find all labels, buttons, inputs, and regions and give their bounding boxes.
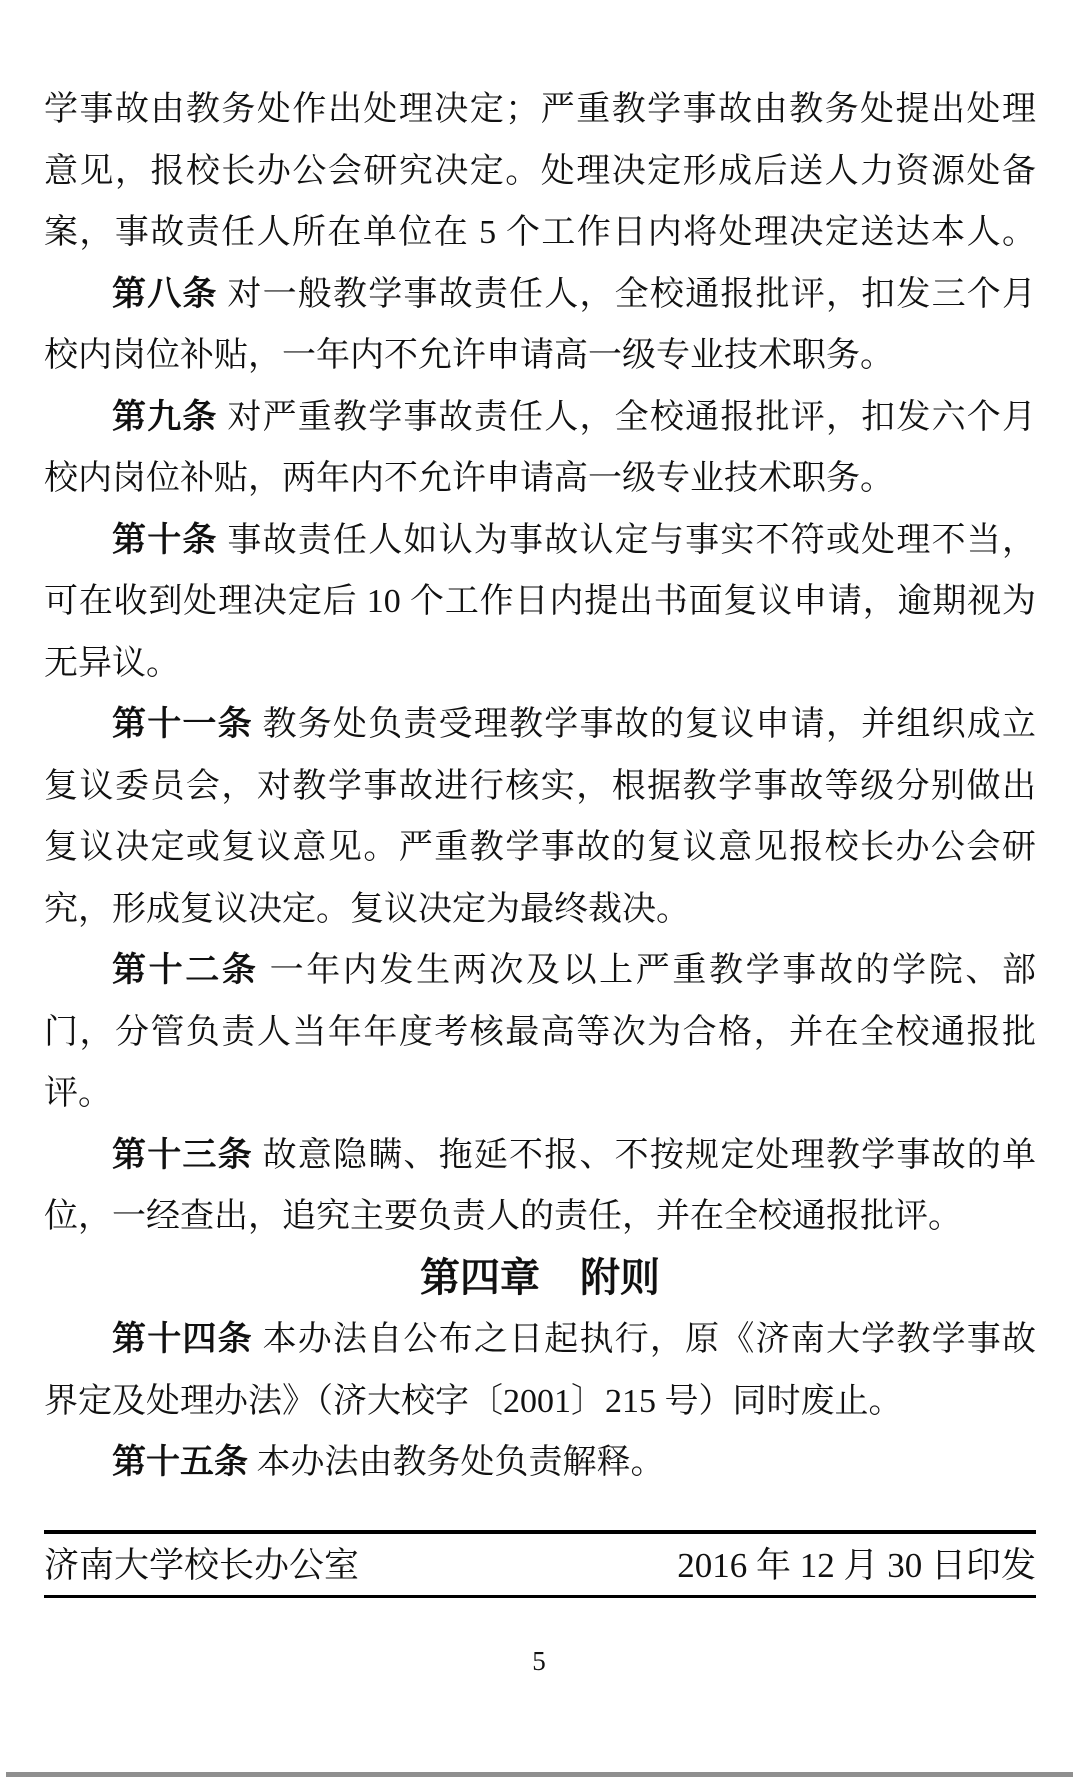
article-number: 第十三条 [112, 1136, 253, 1174]
text-line: 第九条 对严重教学事故责任人，全校通报批评，扣发六个月 [112, 398, 1037, 436]
text-line: 界定及处理办法》（济大校字〔2001〕215 号）同时废止。 [44, 1382, 903, 1420]
window-edge-bar [6, 1772, 1073, 1777]
footer-print-date: 2016 年 12 月 30 日印发 [677, 1546, 1036, 1585]
text-line: 学事故由教务处作出处理决定；严重教学事故由教务处提出处理 [44, 91, 1036, 128]
text-line: 案，事故责任人所在单位在 5 个工作日内将处理决定送达本人。 [44, 214, 1036, 251]
chapter-heading: 第四章 附则 [420, 1255, 660, 1300]
footer-divider-top [44, 1530, 1036, 1534]
footer-divider-bottom [44, 1595, 1036, 1598]
text-line: 意见，报校长办公会研究决定。处理决定形成后送人力资源处备 [44, 152, 1036, 190]
document-body [44, 79, 1036, 1494]
article-number: 第八条 [112, 275, 218, 313]
footer-issuer: 济南大学校长办公室 [44, 1546, 360, 1585]
text-line: 门，分管负责人当年年度考核最高等次为合格，并在全校通报批 [44, 1013, 1036, 1051]
text-line: 复议决定或复议意见。严重教学事故的复议意见报校长办公会研 [44, 829, 1036, 866]
text-line: 第八条 对一般教学事故责任人，全校通报批评，扣发三个月 [112, 275, 1037, 313]
article-number: 第十五条 [112, 1444, 248, 1481]
text-line: 第十条 事故责任人如认为事故认定与事实不符或处理不当， [112, 521, 1037, 559]
text-line: 第十四条 本办法自公布之日起执行，原《济南大学教学事故 [112, 1321, 1037, 1358]
article-number: 第十条 [112, 521, 218, 559]
page-number: 5 [532, 1646, 546, 1676]
article-number: 第十二条 [112, 952, 259, 989]
text-line: 第十三条 故意隐瞒、拖延不报、不按规定处理教学事故的单 [112, 1136, 1037, 1174]
text-line: 无异议。 [44, 644, 180, 682]
article-number: 第十四条 [112, 1321, 253, 1358]
article-number: 第十一条 [112, 706, 253, 743]
text-line: 评。 [44, 1075, 112, 1112]
text-line: 校内岗位补贴，两年内不允许申请高一级专业技术职务。 [44, 460, 894, 497]
text-line: 究，形成复议决定。复议决定为最终裁决。 [44, 890, 690, 928]
text-line: 位，一经查出，追究主要负责人的责任，并在全校通报批评。 [44, 1198, 962, 1235]
article-number: 第九条 [112, 398, 218, 436]
text-line: 第十二条 一年内发生两次及以上严重教学事故的学院、部 [112, 952, 1037, 989]
text-line: 校内岗位补贴，一年内不允许申请高一级专业技术职务。 [44, 337, 894, 374]
text-line: 复议委员会，对教学事故进行核实，根据教学事故等级分别做出 [44, 767, 1036, 805]
text-line: 第十五条 本办法由教务处负责解释。 [112, 1444, 665, 1481]
footer-row [44, 1538, 1036, 1594]
text-line: 可在收到处理决定后 10 个工作日内提出书面复议申请，逾期视为 [44, 583, 1036, 620]
text-line: 第十一条 教务处负责受理教学事故的复议申请，并组织成立 [112, 706, 1037, 743]
